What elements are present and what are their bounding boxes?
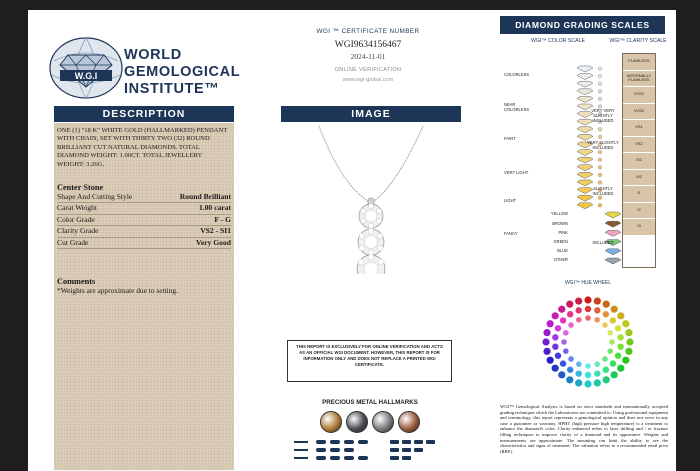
hue-dot (560, 360, 566, 366)
online-verification-label: ONLINE VERIFICATION (334, 67, 402, 73)
clarity-group-si: SLIGHTLY INCLUDED (592, 186, 614, 196)
hue-dot (558, 371, 565, 378)
diamond-color-swatch (598, 128, 602, 132)
spec-value: Round Brilliant (179, 192, 231, 202)
hue-dot (602, 322, 608, 328)
diamond-color-icon (577, 195, 593, 201)
hue-dot (547, 357, 554, 364)
fancy-color-diamond-icon (605, 221, 621, 227)
diamond-color-swatch (598, 150, 602, 154)
hue-dot (594, 317, 600, 323)
hue-dot (576, 317, 582, 323)
hue-dot (594, 361, 600, 367)
clarity-cell: I3 (623, 219, 655, 236)
hue-dot (566, 376, 573, 383)
globe-logo-icon (46, 35, 126, 101)
hue-dot (575, 379, 582, 386)
wgi-logo (46, 35, 266, 101)
gold-hallmark-coin (320, 411, 342, 433)
certificate-page (28, 10, 676, 471)
diamond-color-swatch (598, 67, 602, 71)
diamond-color-swatch (598, 204, 602, 208)
spec-value: VS2 - SI1 (200, 226, 231, 236)
hue-dot (566, 301, 573, 308)
comments-text: *Weights are approximate due to setting. (57, 286, 178, 296)
hue-dot (611, 306, 618, 313)
diamond-color-icon (577, 165, 593, 171)
hue-dot (594, 379, 601, 386)
spec-list (57, 192, 231, 249)
clarity-group-vs: VERY SLIGHTLY INCLUDED (587, 140, 619, 150)
gemological-analysis-note: WGI™ Gemological Analysis is based on strict standards and internationally accepted grading techniques which the Laboratories are committed to. Using professional equipment and terminology, this report represents a gemological opinion and does not serve in any case a guarantee or warranty. HPHT (high pressure high temperature) is a treatment to enhance the diamond's color. Clarity enhanced refers to laser drilling and / or fracture filling techniques to improve clarity of a diamond and its appearance. Weights and measurements are approximate. The mounting can limit the ability to see the characteristics and signs of treatment. The valuation refers to a recommended retail price (RRP). (500, 404, 669, 454)
hue-dot (558, 306, 565, 313)
hue-dot (617, 343, 623, 349)
hue-dot (585, 372, 591, 378)
hue-dot (603, 301, 610, 308)
brand-line-3: INSTITUTE™ (124, 81, 220, 97)
hue-dot (567, 367, 573, 373)
diamond-color-icon (577, 89, 593, 95)
spec-value: F - G (214, 214, 231, 224)
clarity-cell: VS2 (623, 137, 655, 154)
pendant-image (311, 124, 431, 274)
hue-dot (576, 361, 582, 367)
diamond-color-swatch (598, 173, 602, 177)
certificate-number: WGI9634156467 (334, 40, 402, 50)
hue-dot (622, 320, 629, 327)
color-scale-gems (572, 62, 622, 267)
diamond-color-icon (577, 157, 593, 163)
comments-title: Comments (57, 277, 96, 287)
hue-dot (625, 329, 632, 336)
hue-dot (563, 348, 569, 354)
hue-dot (622, 357, 629, 364)
diamond-color-icon (577, 150, 593, 156)
fancy-color-diamond-icon (605, 212, 621, 218)
hue-dot (607, 330, 613, 336)
platinum-hallmark-coin (346, 411, 368, 433)
diamond-color-icon (577, 81, 593, 87)
fancy-green-label: GREEN (553, 239, 568, 244)
fancy-yellow-label: YELLOW (550, 211, 568, 216)
hue-wheel-dots (542, 296, 633, 387)
color-label-very-light: VERY LIGHT (504, 170, 529, 175)
hallmark-stamp-table (290, 438, 452, 466)
hue-dot (617, 334, 623, 340)
hue-dot (617, 365, 624, 372)
spec-label: Carat Weight (57, 203, 97, 213)
hue-dot (615, 353, 621, 359)
clarity-cell: VVS1 (623, 87, 655, 104)
fancy-other-label: OTHER (553, 257, 568, 262)
description-text: ONE (1) "18 K" WHITE GOLD (HALLMARKED) PENDANT WITH CHAIN, SET WITH THIRTY TWO (32) ROUND BRILLIANT CUT NATURAL DIAMONDS. TOTAL DIAMOND WEIGHT: 1.00CT. TOTAL JEWELLERY WEIGHT: 3.26G. (57, 127, 228, 168)
clarity-scale-column (622, 53, 656, 268)
spec-value: Very Good (196, 237, 231, 247)
hue-dot (594, 297, 601, 304)
hue-dot (568, 356, 574, 362)
hue-dot (576, 307, 582, 313)
diamond-gem-icons (577, 66, 621, 264)
hue-dot (575, 297, 582, 304)
hue-dot (617, 312, 624, 319)
hue-dot (543, 329, 550, 336)
hue-dot (555, 353, 561, 359)
description-heading: DESCRIPTION (54, 106, 234, 122)
spec-row-clarity (57, 226, 231, 237)
spec-label: Cut Grade (57, 237, 89, 247)
spec-label: Color Grade (57, 214, 95, 224)
hue-dot (615, 325, 621, 331)
hue-wheel-title: WGI™ HUE WHEEL (564, 280, 612, 286)
clarity-cell: INTERNALLY FLAWLESS (623, 71, 655, 88)
clarity-cell: I2 (623, 203, 655, 220)
diamond-color-swatch (598, 158, 602, 162)
spec-row-carat (57, 203, 231, 214)
color-label-faint: FAINT (504, 136, 516, 141)
hue-dot (552, 343, 558, 349)
clarity-cell: SI2 (623, 170, 655, 187)
diamond-color-swatch (598, 135, 602, 139)
hue-wheel-chart (540, 294, 636, 390)
color-scale-title: WGI™ COLOR SCALE (531, 38, 585, 44)
hue-dot (610, 360, 616, 366)
fancy-pink-label: PINK (558, 230, 568, 235)
spec-row-shape (57, 192, 231, 203)
color-label-colorless: COLORLESS (504, 72, 530, 77)
color-label-light: LIGHT (504, 198, 517, 203)
hue-dot (603, 311, 609, 317)
diamond-color-swatch (598, 90, 602, 94)
clarity-scale-title: WGI™ CLARITY SCALE (609, 38, 667, 44)
hue-dot (584, 380, 591, 387)
hue-dot (594, 370, 600, 376)
clarity-cell: FLAWLESS (623, 54, 655, 71)
diamond-color-swatch (598, 74, 602, 78)
color-label-near-colorless: NEAR COLORLESS (504, 102, 530, 112)
hue-dot (603, 367, 609, 373)
clarity-cell: SI1 (623, 153, 655, 170)
hue-dot (610, 317, 616, 323)
hue-dot (568, 322, 574, 328)
hallmarks-heading: PRECIOUS METAL HALLMARKS (322, 399, 418, 406)
hue-dot (625, 348, 632, 355)
diamond-color-icon (577, 74, 593, 80)
fancy-color-diamond-icon (605, 258, 621, 264)
hue-dot (555, 325, 561, 331)
diamond-color-icon (577, 66, 593, 72)
hue-dot (552, 312, 559, 319)
hue-dot (626, 338, 633, 345)
hue-dot (563, 330, 569, 336)
spec-row-color (57, 215, 231, 226)
logo-text: W.G.I (74, 71, 98, 81)
clarity-cell: VVS2 (623, 104, 655, 121)
image-heading: IMAGE (281, 106, 461, 122)
clarity-cell: I1 (623, 186, 655, 203)
hue-dot (561, 339, 567, 345)
fancy-blue-label: BLUE (557, 248, 568, 253)
hue-dot (602, 356, 608, 362)
hue-dot (594, 307, 600, 313)
hue-dot (560, 317, 566, 323)
spec-label: Shape And Cutting Style (57, 192, 133, 202)
fancy-color-diamond-icon (605, 249, 621, 255)
verification-url-link[interactable]: www.wgi-global.com (342, 77, 394, 83)
hue-dot (552, 334, 558, 340)
diamond-color-swatch (598, 181, 602, 185)
hue-dot (607, 348, 613, 354)
hue-dot (567, 311, 573, 317)
hue-dot (584, 296, 591, 303)
grading-scales-heading: DIAMOND GRADING SCALES (500, 16, 665, 34)
online-verification-disclaimer: THIS REPORT IS EXCLUSIVELY FOR ONLINE VERIFICATION AND ACTS AS AN OFFICIAL WGI DOCUMENT. HOWEVER, THIS REPORT IS FOR INFORMATION ONLY AND DOES NOT REPLACE A PRINTED WGI CERTIFICATE. (287, 340, 452, 382)
diamond-color-icon (577, 172, 593, 178)
diamond-color-swatch (598, 82, 602, 86)
description-panel (54, 123, 234, 470)
brand-line-2: GEMOLOGICAL (124, 64, 241, 80)
hue-dot (585, 363, 591, 369)
clarity-group-included: INCLUDED (592, 240, 614, 245)
spec-row-cut (57, 238, 231, 249)
hue-dot (585, 315, 591, 321)
diamond-color-swatch (598, 196, 602, 200)
spec-value: 1.00 carat (198, 203, 231, 213)
hue-dot (547, 320, 554, 327)
diamond-color-icon (577, 96, 593, 102)
spec-label: Clarity Grade (57, 226, 99, 236)
hue-dot (611, 371, 618, 378)
hue-dot (609, 339, 615, 345)
fancy-brown-label: BROWN (552, 221, 568, 226)
hue-dot (542, 338, 549, 345)
clarity-group-vvs: VERY VERY SLIGHTLY INCLUDED (591, 108, 615, 123)
diamond-color-icon (577, 127, 593, 133)
diamond-color-swatch (598, 97, 602, 101)
fancy-color-diamond-icon (605, 230, 621, 236)
hue-dot (543, 348, 550, 355)
hue-dot (552, 365, 559, 372)
clarity-cell: VS1 (623, 120, 655, 137)
diamond-color-icon (577, 203, 593, 209)
silver-hallmark-coin (372, 411, 394, 433)
diamond-color-swatch (598, 166, 602, 170)
hallmark-coins (320, 411, 420, 435)
hue-dot (585, 306, 591, 312)
brand-line-1: WORLD (124, 47, 182, 63)
certificate-date: 2024-11-01 (350, 52, 386, 61)
color-label-fancy: FANCY (504, 231, 518, 236)
hue-dot (603, 376, 610, 383)
center-stone-title: Center Stone (57, 183, 104, 193)
hue-dot (576, 370, 582, 376)
copper-hallmark-coin (398, 411, 420, 433)
certificate-number-heading: WGI ™ CERTIFICATE NUMBER (316, 28, 420, 35)
